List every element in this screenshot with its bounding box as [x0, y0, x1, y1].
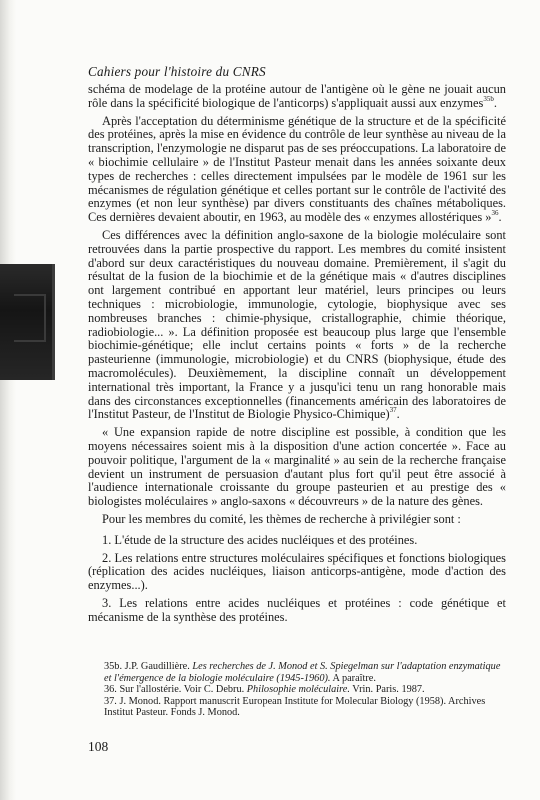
paragraph-1: schéma de modelage de la protéine autour de l'antigène où le gène ne jouait aucun rôle dans la spécificité biologique de l'anticorps) s'appliquait aussi aux enzymes$^{35b}$.	[88, 82, 506, 110]
footnote-36: 36. Sur l'allostérie. Voir C. Debru. Philosophie moléculaire. Vrin. Paris. 1987.	[104, 684, 425, 696]
page-number: 108	[88, 739, 109, 754]
running-header: Cahiers pour l'histoire du CNRS	[88, 64, 266, 79]
paragraph-2: Après l'acceptation du déterminisme génétique de la structure et de la spécificité des protéines, après la mise en évidence du contrôle de leur synthèse au niveau de la transcription, l'enzymologie ne disparut pas de ses préoccupations. La laboratoire de « biochimie cellulaire » de l'Institut Pasteur menait dans les années soixante deux types de recherches : celles directement impulsées par le modèle de 1961 sur les mécanismes de régulation génétique et celles portant sur le contrôle de l'activité des enzymes (et non leur synthèse) par divers constituants des chaînes métaboliques. Ces dernières devaient aboutir, en 1963, au modèle des « enzymes allostériques »$^{36}$.	[88, 113, 506, 225]
paragraph-5: Pour les membres du comité, les thèmes de recherche à privilégier sont :	[102, 511, 461, 526]
paragraph-4: « Une expansion rapide de notre discipline est possible, à condition que les moyens nécessaires soient mis à la disposition d'une action concertée ». Face au pouvoir politique, l'argument de la « marginalité » au sein de la recherche française devient un instrument de persuasion d'autant plus fort qu'il peut être associé à l'audience internationale croissante du groupe pasteurien et au prestige des « biologistes moléculaires » anglo-saxons « découvreurs » de la nature des gènes.	[88, 425, 506, 509]
binding-shadow	[0, 0, 16, 800]
footnote-ref-36: 36	[491, 209, 499, 218]
paragraph-3: Ces différences avec la définition anglo-saxone de la biologie moléculaire sont retrouvées dans la partie prospective du rapport. Les membres du comité insistent d'abord sur deux caractéristiques du nouveau domaine. Premièrement, il s'agit du résultat de la fusion de la biochimie et de la génétique mais « d'autres disciplines ont largement contribué en apportant leur matériel, leurs principes ou leurs techniques : microbiologie, immunologie, cytologie, biophysique avec ses nombreuses branches : chimie-physique, cristallographie, chimie théorique, radiobiologie... ». La définition proposée est beaucoup plus large que l'ensemble biochimie-génétique; elle inclut certains points « forts » de la recherche pasteurienne (immunologie, microbiologie) et du CNRS (biophysique, étude des macromolécules). Deuxièmement, la discipline connaît un développement international très important, la France y a jusqu'ici tenu un rang honorable mais dans des circonstances exceptionnelles (financements américain des laboratoires de l'Institut Pasteur, de l'Institut de Biologie Physico-Chimique)$^{37}$.	[88, 227, 506, 422]
list-item: 1. L'étude de la structure des acides nucléiques et des protéines.	[102, 532, 418, 547]
page-edge-mark	[0, 264, 55, 380]
list-item: 2. Les relations entre structures moléculaires spécifiques et fonctions biologiques (réplication des acides nucléiques, liaison anticorps-antigène, mode d'action des enzymes...).	[88, 550, 506, 593]
footnote-37: 37. J. Monod. Rapport manuscrit European Institute for Molecular Biology (1958). Archives Institut Pasteur. Fonds J. Monod.	[104, 695, 486, 719]
body-text	[88, 83, 506, 624]
list-item: 3. Les relations entre acides nucléiques et protéines : code génétique et mécanisme de la synthèse des protéines.	[88, 595, 506, 624]
footnote-ref-37: 37	[389, 406, 397, 415]
footnotes	[104, 661, 504, 719]
footnote-35b: 35b. J.P. Gaudillière. Les recherches de J. Monod et S. Spiegelman sur l'adaptation enzymatique et l'émergence de la biologie moléculaire (1945-1960). A paraître.	[104, 661, 501, 684]
footnote-ref-35b: 35b	[483, 94, 494, 103]
